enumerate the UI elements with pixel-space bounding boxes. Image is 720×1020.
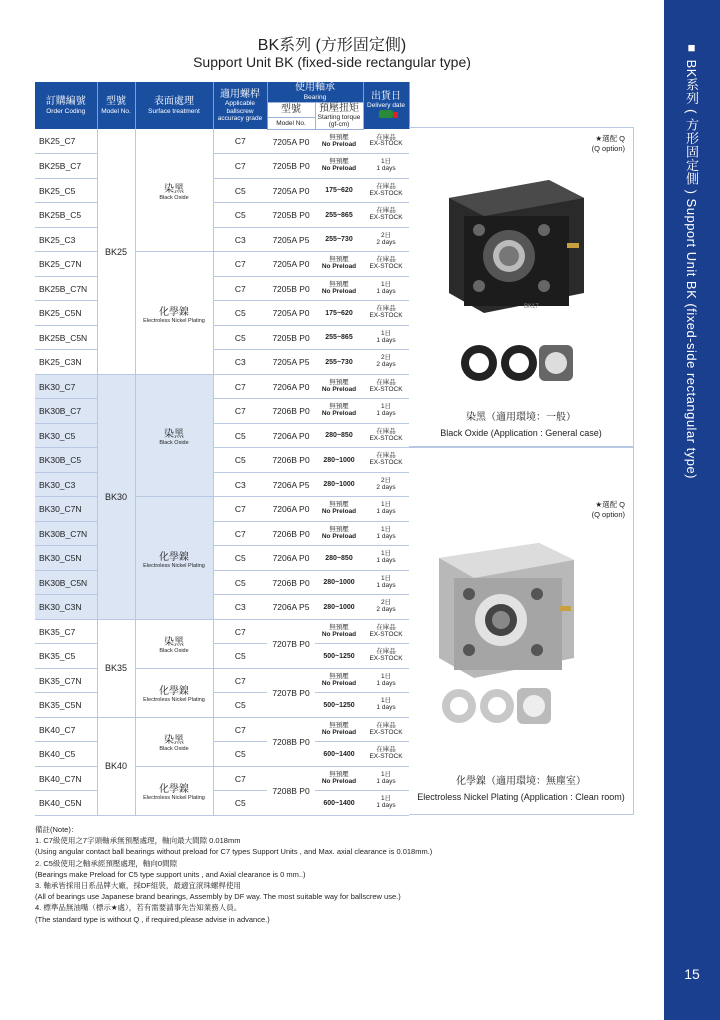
surface-treatment: 化學鎳 Electroless Nickel Plating bbox=[135, 668, 213, 717]
bearing-model: 7205B P0 bbox=[267, 325, 315, 350]
bearing-model: 7205A P0 bbox=[267, 178, 315, 203]
table-row bbox=[35, 619, 409, 644]
delivery-date: 在庫品 EX-STOCK bbox=[363, 374, 409, 399]
model-no: BK30 bbox=[97, 374, 135, 619]
model-no: BK25 bbox=[97, 129, 135, 374]
table-row bbox=[35, 742, 409, 767]
bearing-model: 7206B P0 bbox=[267, 570, 315, 595]
bearing-model: 7206A P5 bbox=[267, 472, 315, 497]
table-row bbox=[35, 203, 409, 228]
preload-torque: 600~1400 bbox=[315, 791, 363, 816]
order-code: BK30B_C5 bbox=[35, 448, 97, 473]
screw-grade: C5 bbox=[213, 325, 267, 350]
preload-torque: 無預壓 No Preload bbox=[315, 252, 363, 277]
screw-grade: C7 bbox=[213, 129, 267, 154]
model-no: BK40 bbox=[97, 717, 135, 815]
bearing-model: 7207B P0 bbox=[267, 668, 315, 717]
screw-grade: C3 bbox=[213, 227, 267, 252]
note-line: 1. C7級使用之7字頭軸承無預壓處理，軸向最大間隙 0.018mm bbox=[35, 836, 241, 846]
black-oxide-panel bbox=[409, 127, 634, 447]
delivery-date: 1日 1 days bbox=[363, 570, 409, 595]
delivery-date: 1日 1 days bbox=[363, 399, 409, 424]
screw-grade: C5 bbox=[213, 693, 267, 718]
preload-torque: 175~620 bbox=[315, 178, 363, 203]
note-line: (The standard type is without Q , if required,please advise in advance.) bbox=[35, 914, 270, 924]
delivery-date: 在庫品 EX-STOCK bbox=[363, 129, 409, 154]
note-line: (All of bearings use Japanese brand bearings, Assembly by DF way. The most suitable way for ballscrew use.) bbox=[35, 892, 401, 902]
header-model: 型號 Model No. bbox=[97, 82, 135, 129]
preload-torque: 無預壓 No Preload bbox=[315, 276, 363, 301]
preload-torque: 255~730 bbox=[315, 227, 363, 252]
order-code: BK40_C5N bbox=[35, 791, 97, 816]
table-row bbox=[35, 399, 409, 424]
table-row bbox=[35, 521, 409, 546]
preload-torque: 無預壓 No Preload bbox=[315, 766, 363, 791]
order-code: BK25_C7 bbox=[35, 129, 97, 154]
side-tab-text: ■ BK系列 ( 方形固定側 ) Support Unit BK (fixed-side rectangular type) bbox=[684, 40, 699, 480]
preload-torque: 無預壓 No Preload bbox=[315, 497, 363, 522]
screw-grade: C7 bbox=[213, 717, 267, 742]
order-code: BK25_C7N bbox=[35, 252, 97, 277]
screw-grade: C5 bbox=[213, 423, 267, 448]
preload-torque: 無預壓 No Preload bbox=[315, 374, 363, 399]
delivery-date: 1日 1 days bbox=[363, 791, 409, 816]
header-bearing-model: 型號 bbox=[267, 102, 315, 117]
q-option-note: ★選配 Q (Q option) bbox=[591, 134, 625, 153]
note-line: (Using angular contact ball bearings without preload for C7 types Support Units , and Max. axial clearance is 0.018mm.) bbox=[35, 847, 433, 857]
surface-treatment: 化學鎳 Electroless Nickel Plating bbox=[135, 252, 213, 375]
bearing-model: 7208B P0 bbox=[267, 717, 315, 766]
preload-torque: 175~620 bbox=[315, 301, 363, 326]
table-row bbox=[35, 693, 409, 718]
preload-torque: 600~1400 bbox=[315, 742, 363, 767]
order-code: BK35_C5 bbox=[35, 644, 97, 669]
delivery-date: 在庫品 EX-STOCK bbox=[363, 717, 409, 742]
page-title: BK系列 (方形固定側) bbox=[257, 37, 407, 54]
order-code: BK30_C3 bbox=[35, 472, 97, 497]
table-row bbox=[35, 570, 409, 595]
delivery-date: 1日 1 days bbox=[363, 497, 409, 522]
preload-torque: 255~865 bbox=[315, 325, 363, 350]
preload-torque: 無預壓 No Preload bbox=[315, 619, 363, 644]
nickel-caption: 化學鎳（適用環境：無塵室） Electroless Nickel Plating (Application : Clean room) bbox=[417, 776, 625, 802]
table-row bbox=[35, 668, 409, 693]
delivery-date: 1日 1 days bbox=[363, 521, 409, 546]
bearing-model: 7206B P0 bbox=[267, 521, 315, 546]
header-screw: 適用螺桿 Applicable ballscrew accuracy grade bbox=[213, 82, 267, 129]
preload-torque: 280~1000 bbox=[315, 448, 363, 473]
screw-grade: C5 bbox=[213, 570, 267, 595]
delivery-date: 1日 1 days bbox=[363, 276, 409, 301]
preload-torque: 無預壓 No Preload bbox=[315, 154, 363, 179]
notes bbox=[35, 824, 635, 925]
bearing-model: 7206A P0 bbox=[267, 546, 315, 571]
note-line: 2. C5級使用之軸承經預壓處理，軸向0間隙 bbox=[35, 858, 178, 868]
delivery-date: 1日 1 days bbox=[363, 546, 409, 571]
delivery-date: 在庫品 EX-STOCK bbox=[363, 203, 409, 228]
order-code: BK30B_C7 bbox=[35, 399, 97, 424]
table-row bbox=[35, 301, 409, 326]
screw-grade: C7 bbox=[213, 252, 267, 277]
preload-torque: 280~1000 bbox=[315, 595, 363, 620]
screw-grade: C5 bbox=[213, 644, 267, 669]
nickel-unit-image bbox=[409, 538, 633, 798]
table-row bbox=[35, 227, 409, 252]
table-row bbox=[35, 154, 409, 179]
bearing-model: 7205B P0 bbox=[267, 203, 315, 228]
delivery-date: 在庫品 EX-STOCK bbox=[363, 742, 409, 767]
order-code: BK30B_C5N bbox=[35, 570, 97, 595]
table-row bbox=[35, 276, 409, 301]
header-bearing-model-en: Model No. bbox=[267, 117, 315, 129]
delivery-date: 1日 1 days bbox=[363, 154, 409, 179]
order-code: BK35_C7N bbox=[35, 668, 97, 693]
bearing-model: 7205B P0 bbox=[267, 154, 315, 179]
screw-grade: C5 bbox=[213, 546, 267, 571]
bearing-model: 7205A P0 bbox=[267, 129, 315, 154]
q-option-note-2: ★選配 Q (Q option) bbox=[591, 500, 625, 519]
bearing-model: 7205A P5 bbox=[267, 227, 315, 252]
bearing-model: 7207B P0 bbox=[267, 619, 315, 668]
screw-grade: C7 bbox=[213, 497, 267, 522]
surface-treatment: 染黑 Black Oxide bbox=[135, 717, 213, 766]
order-code: BK25B_C7 bbox=[35, 154, 97, 179]
order-code: BK35_C5N bbox=[35, 693, 97, 718]
spec-table bbox=[35, 82, 410, 816]
page-subtitle: Support Unit BK (fixed-side rectangular type) bbox=[193, 54, 471, 70]
order-code: BK25_C3N bbox=[35, 350, 97, 375]
truck-icon bbox=[379, 110, 393, 118]
preload-torque: 280~1000 bbox=[315, 472, 363, 497]
bearing-model: 7205A P5 bbox=[267, 350, 315, 375]
header-order: 訂購編號 Order Coding bbox=[35, 82, 97, 129]
delivery-date: 在庫品 EX-STOCK bbox=[363, 644, 409, 669]
table-row bbox=[35, 178, 409, 203]
order-code: BK25B_C5N bbox=[35, 325, 97, 350]
note-line: 備註(Note)： bbox=[35, 825, 79, 834]
bearing-model: 7205B P0 bbox=[267, 276, 315, 301]
preload-torque: 280~1000 bbox=[315, 570, 363, 595]
table-row bbox=[35, 374, 409, 399]
screw-grade: C7 bbox=[213, 154, 267, 179]
engraving-text: BK17 bbox=[524, 304, 539, 310]
order-code: BK30_C7N bbox=[35, 497, 97, 522]
delivery-date: 2日 2 days bbox=[363, 350, 409, 375]
preload-torque: 無預壓 No Preload bbox=[315, 717, 363, 742]
surface-treatment: 化學鎳 Electroless Nickel Plating bbox=[135, 766, 213, 815]
delivery-date: 1日 1 days bbox=[363, 693, 409, 718]
screw-grade: C5 bbox=[213, 203, 267, 228]
header-delivery: 出貨日 Delivery date bbox=[363, 82, 409, 129]
order-code: BK30B_C7N bbox=[35, 521, 97, 546]
order-code: BK30_C5 bbox=[35, 423, 97, 448]
order-code: BK30_C3N bbox=[35, 595, 97, 620]
screw-grade: C7 bbox=[213, 276, 267, 301]
page-number: 15 bbox=[684, 966, 700, 982]
screw-grade: C7 bbox=[213, 668, 267, 693]
preload-torque: 無預壓 No Preload bbox=[315, 668, 363, 693]
screw-grade: C7 bbox=[213, 766, 267, 791]
screw-grade: C7 bbox=[213, 619, 267, 644]
order-code: BK25_C3 bbox=[35, 227, 97, 252]
surface-treatment: 染黑 Black Oxide bbox=[135, 129, 213, 252]
black-oxide-caption: 染黑（適用環境：一般） Black Oxide (Application : General case) bbox=[440, 412, 602, 438]
order-code: BK40_C7 bbox=[35, 717, 97, 742]
table-row bbox=[35, 791, 409, 816]
note-line: 3. 軸承皆採用日系品牌大廠，採DF組裝，最適宜滾珠螺桿使用 bbox=[35, 881, 241, 891]
screw-grade: C5 bbox=[213, 742, 267, 767]
preload-torque: 無預壓 No Preload bbox=[315, 399, 363, 424]
table-row bbox=[35, 717, 409, 742]
preload-torque: 255~730 bbox=[315, 350, 363, 375]
preload-torque: 280~850 bbox=[315, 423, 363, 448]
header-surface: 表面處理 Surface treatment bbox=[135, 82, 213, 129]
delivery-date: 在庫品 EX-STOCK bbox=[363, 178, 409, 203]
delivery-date: 在庫品 EX-STOCK bbox=[363, 301, 409, 326]
nickel-panel bbox=[409, 447, 634, 815]
order-code: BK25B_C5 bbox=[35, 203, 97, 228]
surface-treatment: 染黑 Black Oxide bbox=[135, 619, 213, 668]
preload-torque: 500~1250 bbox=[315, 693, 363, 718]
screw-grade: C5 bbox=[213, 178, 267, 203]
table-row bbox=[35, 595, 409, 620]
delivery-date: 2日 2 days bbox=[363, 595, 409, 620]
delivery-date: 在庫品 EX-STOCK bbox=[363, 252, 409, 277]
bearing-model: 7205A P0 bbox=[267, 301, 315, 326]
table-row bbox=[35, 644, 409, 669]
bearing-model: 7206A P0 bbox=[267, 374, 315, 399]
bearing-model: 7208B P0 bbox=[267, 766, 315, 815]
side-tab bbox=[664, 0, 720, 1020]
order-code: BK30_C7 bbox=[35, 374, 97, 399]
order-code: BK40_C5 bbox=[35, 742, 97, 767]
delivery-date: 2日 2 days bbox=[363, 472, 409, 497]
preload-torque: 無預壓 No Preload bbox=[315, 521, 363, 546]
header-bearing: 使用軸承 Bearing bbox=[267, 82, 363, 102]
header-preload: 預壓扭矩 Starting torque (gf-cm) bbox=[315, 102, 363, 129]
preload-torque: 500~1250 bbox=[315, 644, 363, 669]
delivery-date: 在庫品 EX-STOCK bbox=[363, 619, 409, 644]
surface-treatment: 化學鎳 Electroless Nickel Plating bbox=[135, 497, 213, 620]
screw-grade: C5 bbox=[213, 791, 267, 816]
table-row bbox=[35, 766, 409, 791]
table-row bbox=[35, 448, 409, 473]
note-line: 4. 標準品無油嘴（標示★處），若有需要請事先告知業務人員。 bbox=[35, 903, 242, 913]
screw-grade: C7 bbox=[213, 374, 267, 399]
preload-torque: 255~865 bbox=[315, 203, 363, 228]
order-code: BK30_C5N bbox=[35, 546, 97, 571]
note-line: (Bearings make Preload for C5 type support units , and Axial clearance is 0 mm..) bbox=[35, 869, 306, 879]
screw-grade: C7 bbox=[213, 399, 267, 424]
bearing-model: 7206A P0 bbox=[267, 497, 315, 522]
order-code: BK25_C5N bbox=[35, 301, 97, 326]
model-no: BK35 bbox=[97, 619, 135, 717]
delivery-date: 在庫品 EX-STOCK bbox=[363, 448, 409, 473]
screw-grade: C5 bbox=[213, 301, 267, 326]
preload-torque: 無預壓 No Preload bbox=[315, 129, 363, 154]
order-code: BK35_C7 bbox=[35, 619, 97, 644]
bearing-model: 7206A P0 bbox=[267, 423, 315, 448]
surface-treatment: 染黑 Black Oxide bbox=[135, 374, 213, 497]
delivery-date: 1日 1 days bbox=[363, 766, 409, 791]
delivery-date: 在庫品 EX-STOCK bbox=[363, 423, 409, 448]
order-code: BK40_C7N bbox=[35, 766, 97, 791]
delivery-date: 1日 1 days bbox=[363, 668, 409, 693]
screw-grade: C3 bbox=[213, 472, 267, 497]
table-row bbox=[35, 497, 409, 522]
order-code: BK25_C5 bbox=[35, 178, 97, 203]
bearing-model: 7205A P0 bbox=[267, 252, 315, 277]
order-code: BK25B_C7N bbox=[35, 276, 97, 301]
table-row bbox=[35, 350, 409, 375]
table-row bbox=[35, 252, 409, 277]
bearing-model: 7206B P0 bbox=[267, 399, 315, 424]
preload-torque: 280~850 bbox=[315, 546, 363, 571]
screw-grade: C7 bbox=[213, 521, 267, 546]
table-row bbox=[35, 325, 409, 350]
screw-grade: C3 bbox=[213, 350, 267, 375]
screw-grade: C5 bbox=[213, 448, 267, 473]
delivery-date: 2日 2 days bbox=[363, 227, 409, 252]
bearing-model: 7206B P0 bbox=[267, 448, 315, 473]
black-oxide-unit-image bbox=[409, 168, 633, 418]
delivery-date: 1日 1 days bbox=[363, 325, 409, 350]
table-row bbox=[35, 423, 409, 448]
bearing-model: 7206A P5 bbox=[267, 595, 315, 620]
table-row bbox=[35, 129, 409, 154]
table-row bbox=[35, 546, 409, 571]
screw-grade: C3 bbox=[213, 595, 267, 620]
table-row bbox=[35, 472, 409, 497]
